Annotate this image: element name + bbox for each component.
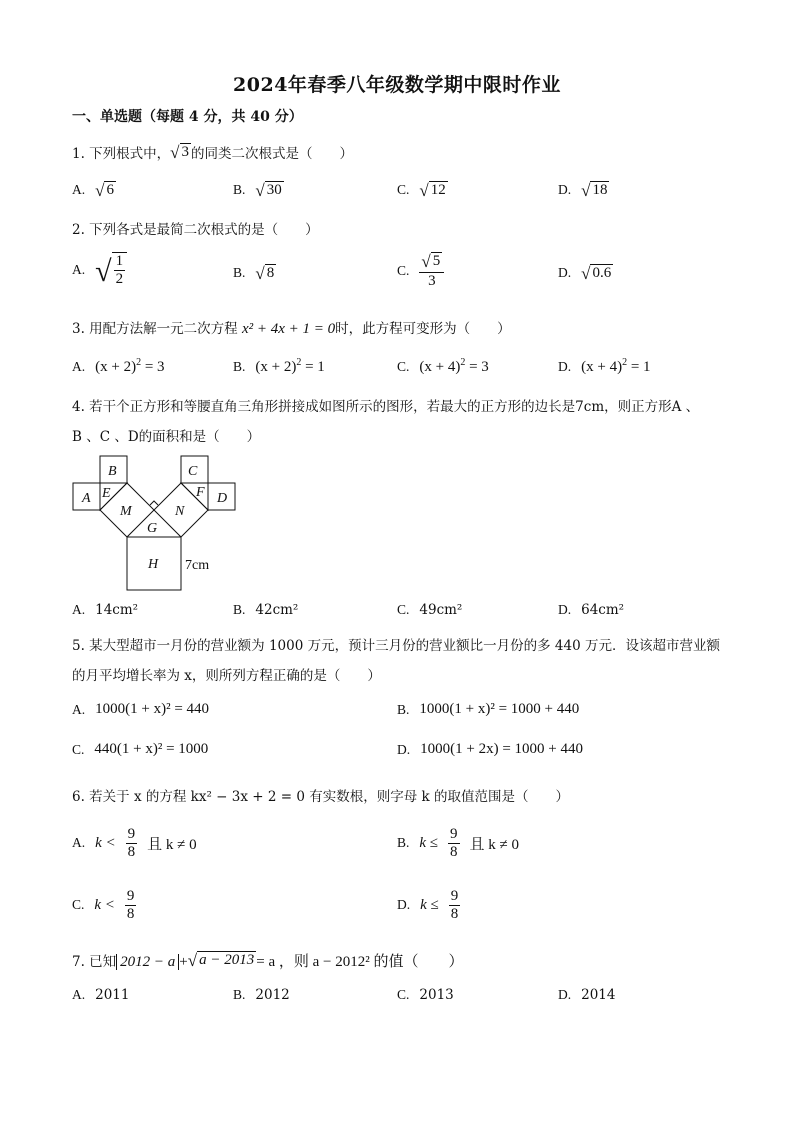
q6-option-c[interactable]: C. k < $\frac{9}{8}$ [72,888,135,922]
q7-option-d[interactable]: D. 2014 [558,987,616,1003]
q1-option-a[interactable]: A. √ 6 [72,181,114,201]
label-f: F [196,485,205,500]
q2-option-b[interactable]: B. √ 8 [233,264,275,284]
q6-option-b[interactable]: B. k ≤ $\frac{9}{8}$ 且 k ≠ 0 [397,826,520,860]
q7-option-a[interactable]: A. 2011 [72,987,130,1003]
q5-option-b[interactable]: B. 1000(1 + x)² = 1000 + 440 [397,701,580,717]
q6-option-d[interactable]: D. k ≤ $\frac{9}{8}$ [397,888,459,922]
q1-radical: √ 3 [170,143,190,162]
q5-option-d[interactable]: D. 1000(1 + 2x) = 1000 + 440 [397,741,583,757]
q7-option-c[interactable]: C. 2013 [397,987,454,1003]
q5-option-a[interactable]: A. 1000(1 + x)² = 440 [72,701,210,717]
question-2-stem: 2. 下列各式是最简二次根式的是（ ） [72,222,319,238]
q1-stem-a: 1. 下列根式中， [72,146,171,162]
label-c: C [188,464,198,479]
label-e: E [102,486,111,501]
q7-absolute-value: 2012 − a [116,954,179,970]
question-4-line1: 4. 若干个正方形和等腰直角三角形拼接成如图所示的图形，若最大的正方形的边长是7cm，则正方形A 、 [72,399,700,415]
q4-figure [60,450,260,595]
label-m: M [120,504,132,519]
question-5-line2: 的月平均增长率为 x，则所列方程正确的是（ ） [72,668,381,684]
q3-option-c[interactable]: C. $(x + 4)^2 = 3$ [397,357,489,375]
question-6-stem: 6. 若关于 x 的方程 kx² − 3x + 2 = 0 有实数根，则字母 k 的取值范围是（ ） [72,789,569,805]
q3-equation: x² + 4x + 1 = 0 [241,321,336,337]
q7-option-b[interactable]: B. 2012 [233,987,290,1003]
label-b: B [108,464,117,479]
page-title: 2024年春季八年级数学期中限时作业 [233,74,561,96]
label-n: N [175,504,185,519]
question-5-line1: 5. 某大型超市一月份的营业额为 1000 万元，预计三月份的营业额比一月份的多 440 万元．设该超市营业额 [72,638,720,654]
q3-option-d[interactable]: D. $(x + 4)^2 = 1$ [558,357,651,375]
q1-option-b[interactable]: B. √ 30 [233,181,282,201]
label-side: 7cm [185,558,210,573]
q4-option-d[interactable]: D. 64cm² [558,602,625,618]
label-h: H [148,557,159,572]
q3-option-a[interactable]: A. $(x + 2)^2 = 3$ [72,357,165,375]
label-g: G [147,521,158,536]
q4-option-b[interactable]: B. 42cm² [233,602,299,618]
q1-option-c[interactable]: C. √ 12 [397,181,446,201]
q2-option-d[interactable]: D. √ 0.6 [558,264,612,284]
q2-option-a[interactable]: A. √ $\frac{1}{2}$ [72,252,127,287]
q6-option-a[interactable]: A. k < $\frac{9}{8}$ 且 k ≠ 0 [72,826,197,860]
q3-option-b[interactable]: B. $(x + 2)^2 = 1$ [233,357,325,375]
question-1-stem [72,142,353,162]
q1-option-d[interactable]: D. √ 18 [558,181,608,201]
section-heading: 一、单选题（每题 4 分，共 40 分） [72,109,303,125]
question-3-stem: 3. 用配方法解一元二次方程 x² + 4x + 1 = 0时，此方程可变形为（ ） [72,321,511,337]
q5-option-c[interactable]: C. 440(1 + x)² = 1000 [72,741,209,757]
q2-option-c[interactable]: C. √ 5 3 [397,252,444,289]
q1-stem-b: 的同类二次根式是（ ） [191,146,354,162]
q4-option-a[interactable]: A. 14cm² [72,602,139,618]
question-7-stem: 7. 已知 2012 − a + √ a − 2013 = a ，则 a − 2012² 的值（ ） [72,951,464,970]
label-d: D [217,491,228,506]
label-a: A [82,491,91,506]
q4-option-c[interactable]: C. 49cm² [397,602,463,618]
question-4-line2: B 、C 、D的面积和是（ ） [72,429,261,445]
